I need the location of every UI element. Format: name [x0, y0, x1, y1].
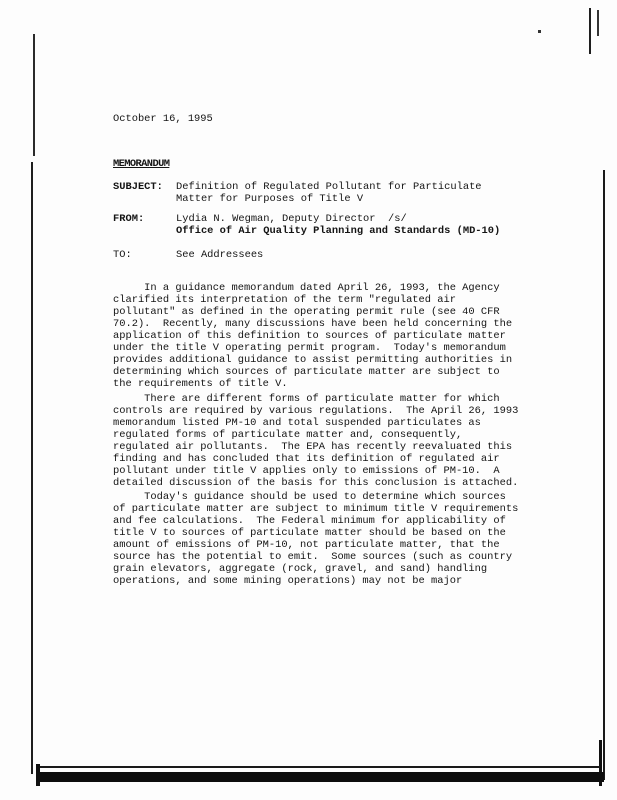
subject-line: Matter for Purposes of Title V	[176, 193, 364, 205]
paragraph-line: the requirements of title V.	[113, 378, 288, 390]
paragraph-line: 70.2). Recently, many discussions have been held concerning the	[113, 318, 513, 330]
paragraph-line: pollutant under title V applies only to emissions of PM-10. A	[113, 465, 500, 477]
body-paragraph-2	[113, 393, 519, 489]
memo-heading: MEMORANDUM	[113, 158, 170, 170]
scan-edge-line	[31, 162, 33, 774]
paragraph-line: source has the potential to emit. Some sources (such as country	[113, 551, 513, 563]
paragraph-line: controls are required by various regulations. The April 26, 1993	[113, 405, 519, 417]
from-line: Office of Air Quality Planning and Standards (MD-10)	[176, 225, 501, 237]
scan-edge-line	[589, 8, 591, 54]
paragraph-line: In a guidance memorandum dated April 26, 1993, the Agency	[113, 282, 500, 294]
paragraph-line: provides additional guidance to assist permitting authorities in	[113, 354, 513, 366]
paragraph-line: memorandum listed PM-10 and total suspended particulates as	[113, 417, 481, 429]
paragraph-line: application of this definition to sources of particulate matter	[113, 330, 506, 342]
scan-bottom-bar	[40, 772, 604, 782]
scan-speck	[538, 30, 541, 33]
paragraph-line: and fee calculations. The Federal minimum for applicability of	[113, 515, 506, 527]
paragraph-line: There are different forms of particulate matter for which	[113, 393, 500, 405]
from-label: FROM:	[113, 213, 145, 225]
paragraph-line: finding and has concluded that its definition of regulated air	[113, 453, 500, 465]
paragraph-line: detailed discussion of the basis for this conclusion is attached.	[113, 477, 519, 489]
paragraph-line: determining which sources of particulate matter are subject to	[113, 366, 500, 378]
paragraph-line: amount of emissions of PM-10, not particulate matter, that the	[113, 539, 500, 551]
paragraph-line: regulated air pollutants. The EPA has recently reevaluated this	[113, 441, 513, 453]
paragraph-line: of particulate matter are subject to minimum title V requirements	[113, 503, 519, 515]
to-label: TO:	[113, 249, 132, 261]
paragraph-line: under the title V operating permit program. Today's memorandum	[113, 342, 506, 354]
paragraph-line: operations, and some mining operations) may not be major	[113, 575, 463, 587]
scan-edge-line	[597, 10, 599, 36]
memo-date: October 16, 1995	[113, 113, 213, 125]
paragraph-line: regulated forms of particulate matter and, consequently,	[113, 429, 463, 441]
scan-bottom-line	[40, 766, 600, 768]
paragraph-line: pollutant" as defined in the operating permit rule (see 40 CFR	[113, 306, 500, 318]
scan-edge-line	[33, 34, 35, 156]
paragraph-line: Today's guidance should be used to determine which sources	[113, 491, 506, 503]
paragraph-line: grain elevators, aggregate (rock, gravel, and sand) handling	[113, 563, 488, 575]
subject-label: SUBJECT:	[113, 181, 163, 193]
from-line: Lydia N. Wegman, Deputy Director /s/	[176, 213, 407, 225]
body-paragraph-3	[113, 491, 519, 587]
paragraph-line: clarified its interpretation of the term "regulated air	[113, 294, 456, 306]
body-paragraph-1	[113, 282, 513, 390]
paragraph-line: title V to sources of particulate matter should be based on the	[113, 527, 506, 539]
to-line: See Addressees	[176, 249, 264, 261]
scan-edge-line	[603, 170, 605, 780]
scan-bottom-stub	[36, 764, 40, 786]
subject-line: Definition of Regulated Pollutant for Particulate	[176, 181, 482, 193]
